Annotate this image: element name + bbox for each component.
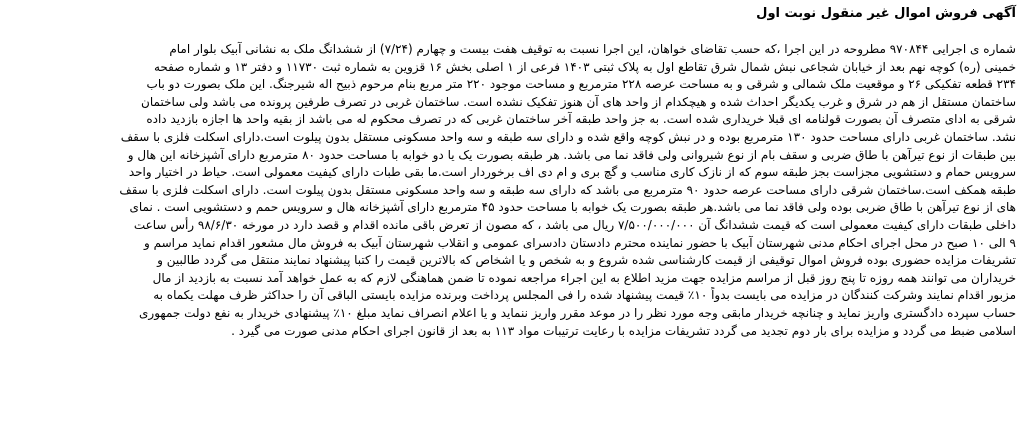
notice-line: نشد. ساختمان غربی دارای مساحت حدود ۱۳۰ مترمربع بوده و در نبش کوچه واقع شده و دارای سه طبقه و سه واحد مسکونی مستقل بدون پیلوت است.دارای اسکلت فلزی با سقف (120, 129, 1016, 144)
notice-line: حساب سپرده دادگستری واریز نماید و چنانچه خریدار مابقی وجه مورد نظر را در موعد مقرر واریز ننماید و یا اعلام انصراف نماید مبلغ ۱۰٪ پیشنهادی خریدار به نفع دولت جمهوری (139, 305, 1016, 320)
notice-line: داخلی طبقات دارای کیفیت معمولی است که قیمت ششدانگ آن ۷/۵۰۰/۰۰۰/۰۰۰ ریال می باشد ، که مصون از تعرض باقی مانده اقدام و قصد دارد در مورخه ۹۸/۶/۳۰ رأس ساعت (133, 217, 1016, 232)
notice-line: مزبور اقدام نمایند وشرکت کنندگان در مزایده می بایست بدواً ۱۰٪ قیمت پیشنهاد شده را فی المجلس پرداخت وبرنده مزایده بایستی الباقی آن را حداکثر ظرف مهلت یکماه به (153, 288, 1016, 303)
notice-line: تشریفات مزایده حضوری بوده فروش اموال توقیفی از قیمت کارشناسی شده شروع و به شخص و یا اشخاص که بالاترین قیمت را کتبا پیشنهاد نمایند منتقل می گردد طالبین و (157, 253, 1016, 268)
notice-body (8, 41, 1016, 340)
notice-line: اسلامی ضبط می گردد و مزایده برای بار دوم تجدید می گردد تشریفات مزایده با رعایت ترتیبات مواد ۱۱۳ به بعد از قانون اجرای احکام مدنی صورت می گیرد . (231, 323, 1016, 338)
notice-line: ۹ الی ۱۰ صبح در محل اجرای احکام مدنی شهرستان آبیک با حضور نماینده محترم دادستان دادسرای عمومی و انقلاب شهرستان آبیک به فروش مال مشعور اقدام نماید مراسم و (144, 235, 1016, 250)
notice-line: شرقی به ادای متصرف آن بصورت قولنامه ای قبلا خریداری شده است. به جز واحد طبقه آخر ساختمان غربی که در تصرف محکوم له می باشد از بقیه واحد ها اجازه بازدید داده (146, 112, 1016, 127)
notice-line: خریداران می توانند همه روزه تا پنج روز قبل از مراسم مزایده جهت مزید اطلاع به این اجراء مراجعه نموده تا ضمن هماهنگی لازم که به عمل خواهد آمد نسبت به بازدید از مال (152, 270, 1016, 285)
notice-line: سرویس حمام و دستشویی مجزاست بجز طبقه سوم که از نازک کاری مناسب و گچ بری و ام دی اف برخوردار است.ما بقی طبات دارای کیفیت معمولی است. حیاط در اختیار واحد (128, 165, 1016, 180)
notice-line: طبقه همکف است.ساختمان شرقی دارای مساحت عرصه حدود ۹۰ مترمربع می باشد که دارای سه طبقه و سه واحد مسکونی مستقل بدون پیلوت است. دارای اسکلت فلزی با سقف (119, 182, 1016, 197)
notice-line: ۲۳۴ قطعه تفکیکی ۲۶ و موقعیت ملک شمالی و شرقی و به مساحت عرصه ۲۲۸ مترمربع و مساحت موجود ۲۲۰ متر مربع بنام مرحوم ذبیح اله شیرجنگ. این ملک بصورت دو باب (146, 77, 1016, 92)
notice-title: آگهی فروش اموال غیر منقول نوبت اول (756, 6, 1016, 21)
notice-line: بین طبقات از نوع تیرآهن با طاق ضربی و سقف بام از نوع شیروانی ولی فاقد نما می باشد. هر طبقه بصورت یک یا دو خوابه با مساحت حدود ۸۰ مترمربع دارای آشپزخانه این هال و (127, 147, 1016, 162)
notice-line: های از نوع تیرآهن با طاق ضربی بوده ولی فاقد نما می باشد.هر طبقه بصورت یک خوابه با مساحت حدود ۴۵ مترمربع دارای آشپزخانه هال و سرویس حمم و دستشویی است . نمای (129, 200, 1016, 215)
notice-line: ساختمان مستقل از هم در شرق و غرب یکدیگر احداث شده و هیچکدام از واحد های آن هنوز تفکیک نشده است. ساختمان غربی در تصرف طرفین پرونده می باشد ولی ساختمان (141, 94, 1016, 109)
notice-line: خمینی (ره) کوچه نهم بعد از خیابان شجاعی نبش شمال شرق تقاطع اول به پلاک ثبتی ۱۴۰۳ فرعی از ۱ اصلی بخش ۱۶ قزوین به شماره ثبت ۱۱۷۳۰ و دفتر ۱۳ و شماره صفحه (153, 59, 1016, 74)
notice-line: شماره ی اجرایی ۹۷۰۸۴۴ مطروحه در این اجرا ،که حسب تقاضای خواهان، این اجرا نسبت به توقیف هفت بیست و چهارم (۷/۲۴) از ششدانگ ملک به نشانی آبیک بلوار امام (169, 42, 1016, 56)
